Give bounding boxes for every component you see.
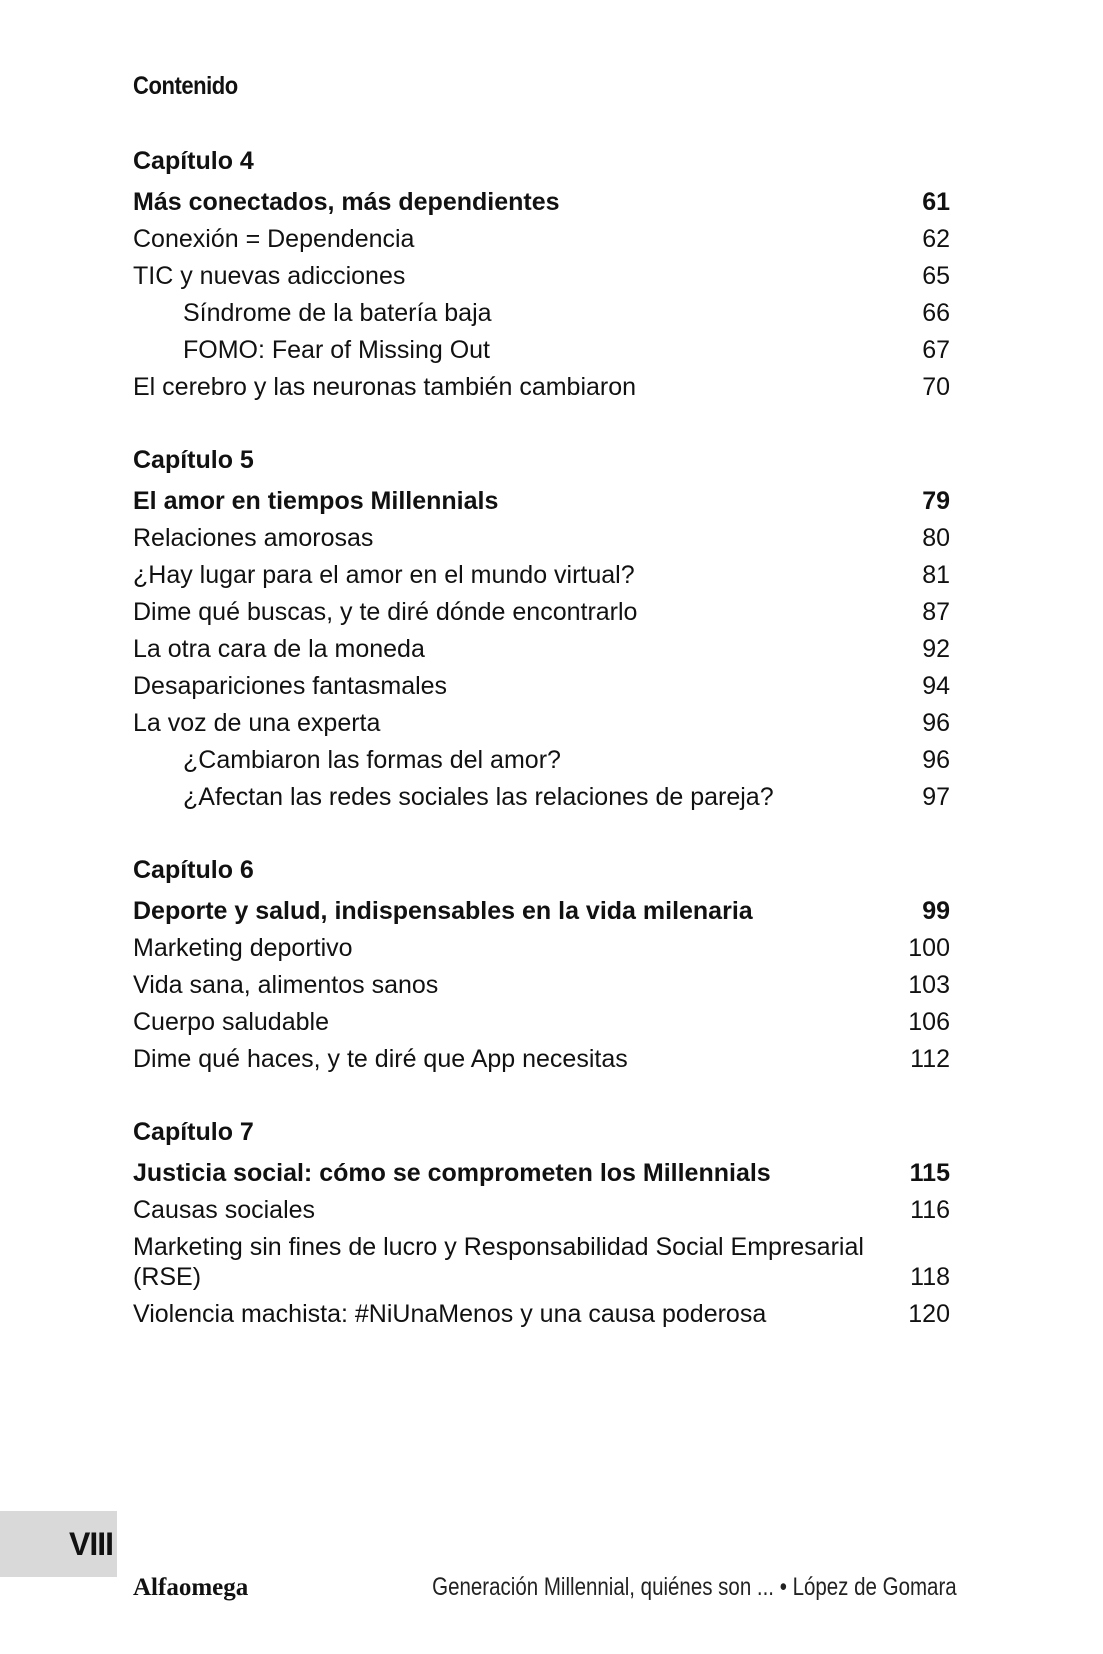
- toc-entry: [133, 1229, 950, 1296]
- entry-page-number: 67: [922, 336, 950, 364]
- entry-title: Desapariciones fantasmales: [133, 672, 448, 700]
- entry-page-number: 118: [910, 1263, 950, 1291]
- running-head: Contenido: [133, 72, 238, 100]
- entry-title: Dime qué buscas, y te diré dónde encontrarlo: [133, 598, 638, 626]
- footer-book-title: Generación Millennial, quiénes son ... • López de Gomara: [432, 1573, 957, 1601]
- toc-entry: [133, 779, 950, 816]
- chapter-title-entry: [133, 893, 950, 930]
- toc-entry: [133, 258, 950, 295]
- toc-entry: [133, 369, 950, 406]
- toc-entry: [133, 705, 950, 742]
- page-number: VIII: [0, 1511, 117, 1577]
- entry-page-number: 70: [922, 373, 950, 401]
- entry-page-number: 103: [908, 971, 950, 999]
- chapter-label: Capítulo 7: [133, 1118, 254, 1146]
- chapter-title-entry: [133, 184, 950, 221]
- entry-title: Conexión = Dependencia: [133, 225, 415, 253]
- entry-title: Dime qué haces, y te diré que App necesitas: [133, 1045, 628, 1073]
- entry-title: Síndrome de la batería baja: [183, 299, 492, 327]
- entry-title: Justicia social: cómo se comprometen los Millennials: [133, 1159, 771, 1187]
- entry-page-number: 62: [922, 225, 950, 253]
- toc-entry: [133, 1296, 950, 1333]
- entry-title: Violencia machista: #NiUnaMenos y una causa poderosa: [133, 1300, 767, 1328]
- toc-entry: [133, 295, 950, 332]
- entry-title: FOMO: Fear of Missing Out: [183, 336, 491, 364]
- entry-page-number: 96: [922, 709, 950, 737]
- table-of-contents: [133, 140, 950, 1366]
- toc-entry: [133, 221, 950, 258]
- entry-title: ¿Afectan las redes sociales las relaciones de pareja?: [183, 783, 774, 811]
- toc-entry: [133, 668, 950, 705]
- entry-page-number: 100: [908, 934, 950, 962]
- entry-title: TIC y nuevas adicciones: [133, 262, 406, 290]
- chapter-title-entry: [133, 1155, 950, 1192]
- toc-entry: [133, 967, 950, 1004]
- entry-title: La voz de una experta: [133, 709, 381, 737]
- entry-page-number: 80: [922, 524, 950, 552]
- chapter-section: [133, 849, 950, 1078]
- entry-title: La otra cara de la moneda: [133, 635, 425, 663]
- entry-title: Causas sociales: [133, 1196, 316, 1224]
- toc-entry: [133, 594, 950, 631]
- toc-entry: [133, 631, 950, 668]
- entry-page-number: 65: [922, 262, 950, 290]
- chapter-label: Capítulo 5: [133, 446, 254, 474]
- entry-title: Vida sana, alimentos sanos: [133, 971, 439, 999]
- chapter-section: [133, 140, 950, 406]
- entry-page-number: 96: [922, 746, 950, 774]
- entry-page-number: 99: [922, 897, 950, 925]
- entry-title: ¿Cambiaron las formas del amor?: [183, 746, 561, 774]
- entry-title: Cuerpo saludable: [133, 1008, 329, 1036]
- toc-entry: [133, 1004, 950, 1041]
- entry-page-number: 92: [922, 635, 950, 663]
- toc-entry: [133, 332, 950, 369]
- entry-title: Deporte y salud, indispensables en la vida milenaria: [133, 897, 753, 925]
- toc-entry: [133, 1041, 950, 1078]
- chapter-label: Capítulo 6: [133, 856, 254, 884]
- chapter-label: Capítulo 4: [133, 147, 254, 175]
- entry-title: Más conectados, más dependientes: [133, 188, 560, 216]
- entry-title: ¿Hay lugar para el amor en el mundo virtual?: [133, 561, 635, 589]
- entry-page-number: 79: [922, 487, 950, 515]
- entry-page-number: 97: [922, 783, 950, 811]
- entry-page-number: 87: [922, 598, 950, 626]
- entry-page-number: 120: [908, 1300, 950, 1328]
- entry-title: Marketing deportivo: [133, 934, 353, 962]
- entry-page-number: 115: [909, 1159, 950, 1187]
- entry-page-number: 106: [908, 1008, 950, 1036]
- entry-title: Relaciones amorosas: [133, 524, 374, 552]
- publisher-name: Alfaomega: [133, 1574, 249, 1601]
- entry-page-number: 81: [922, 561, 950, 589]
- entry-title: El amor en tiempos Millennials: [133, 487, 499, 515]
- entry-page-number: 94: [922, 672, 950, 700]
- chapter-section: [133, 1111, 950, 1333]
- entry-page-number: 112: [910, 1045, 950, 1073]
- toc-entry: [133, 557, 950, 594]
- chapter-title-entry: [133, 483, 950, 520]
- toc-entry: [133, 930, 950, 967]
- entry-page-number: 66: [922, 299, 950, 327]
- toc-entry: [133, 1192, 950, 1229]
- toc-entry: [133, 520, 950, 557]
- entry-page-number: 61: [922, 188, 950, 216]
- entry-page-number: 116: [910, 1196, 950, 1224]
- chapter-section: [133, 439, 950, 816]
- entry-title: El cerebro y las neuronas también cambiaron: [133, 373, 637, 401]
- toc-entry: [133, 742, 950, 779]
- entry-title: Marketing sin fines de lucro y Responsabilidad Social Empresarial (RSE): [133, 1233, 864, 1291]
